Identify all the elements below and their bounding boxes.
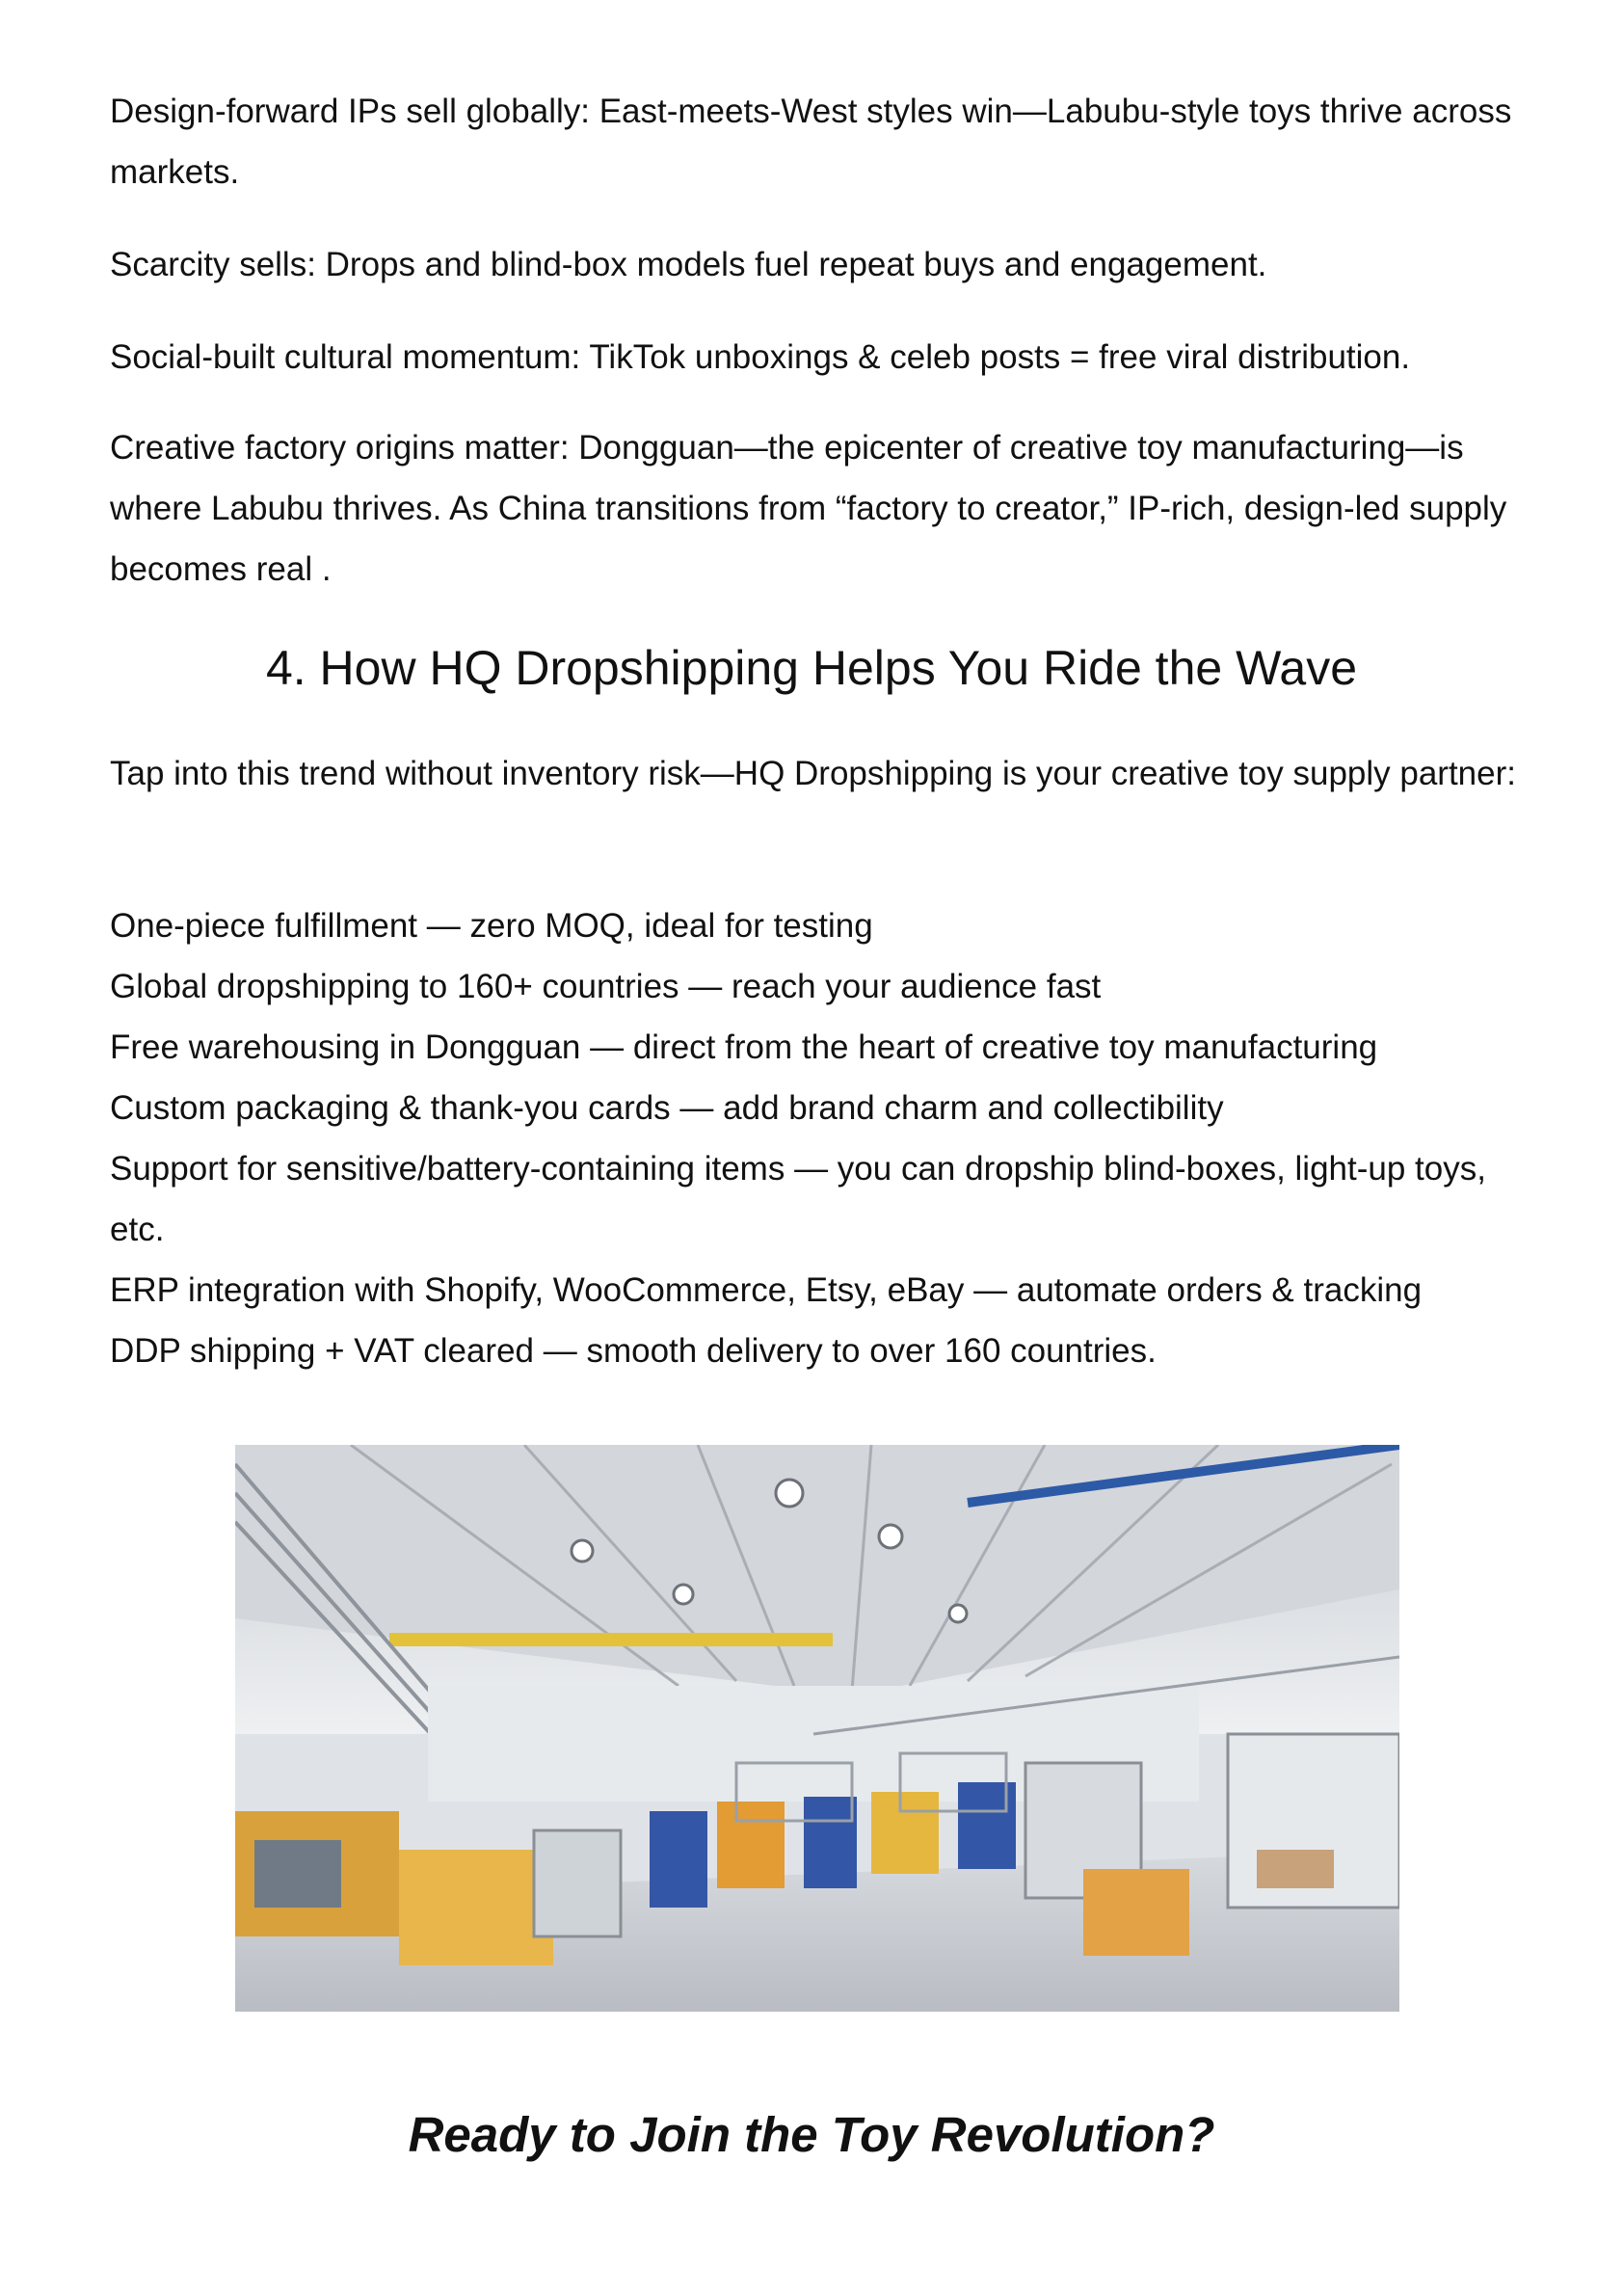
- section-heading: 4. How HQ Dropshipping Helps You Ride the Wave: [265, 641, 1358, 695]
- feature-item: Custom packaging & thank-you cards — add brand charm and collectibility: [110, 1089, 1224, 1127]
- factory-photo: [235, 1445, 1399, 2012]
- feature-item: Global dropshipping to 160+ countries — reach your audience fast: [110, 968, 1102, 1005]
- feature-item: One-piece fulfillment — zero MOQ, ideal for testing: [110, 907, 873, 945]
- factory-illustration: [235, 1445, 1399, 2012]
- feature-item: Support for sensitive/battery-containing items — you can dropship blind-boxes, light-up toys, etc.: [110, 1150, 1486, 1248]
- feature-item: ERP integration with Shopify, WooCommerce, Etsy, eBay — automate orders & tracking: [110, 1271, 1423, 1309]
- feature-list: [110, 895, 1517, 1381]
- paragraph-scarcity: Scarcity sells: Drops and blind-box models fuel repeat buys and engagement.: [110, 246, 1267, 283]
- cta-title: Ready to Join the Toy Revolution?: [408, 2107, 1215, 2162]
- feature-item: DDP shipping + VAT cleared — smooth delivery to over 160 countries.: [110, 1332, 1157, 1370]
- paragraph-design-forward: Design-forward IPs sell globally: East-meets-West styles win—Labubu-style toys thrive across markets.: [110, 93, 1512, 191]
- paragraph-social: Social-built cultural momentum: TikTok unboxings & celeb posts = free viral distribution.: [110, 338, 1411, 376]
- feature-item: Free warehousing in Dongguan — direct from the heart of creative toy manufacturing: [110, 1028, 1378, 1066]
- paragraph-factory-origins: Creative factory origins matter: Dongguan—the epicenter of creative toy manufacturing—is where Labubu thrives. As China transitions from “factory to creator,” IP-rich, design-led supply becomes real .: [110, 429, 1507, 588]
- section-intro: Tap into this trend without inventory risk—HQ Dropshipping is your creative toy supply partner:: [110, 755, 1516, 792]
